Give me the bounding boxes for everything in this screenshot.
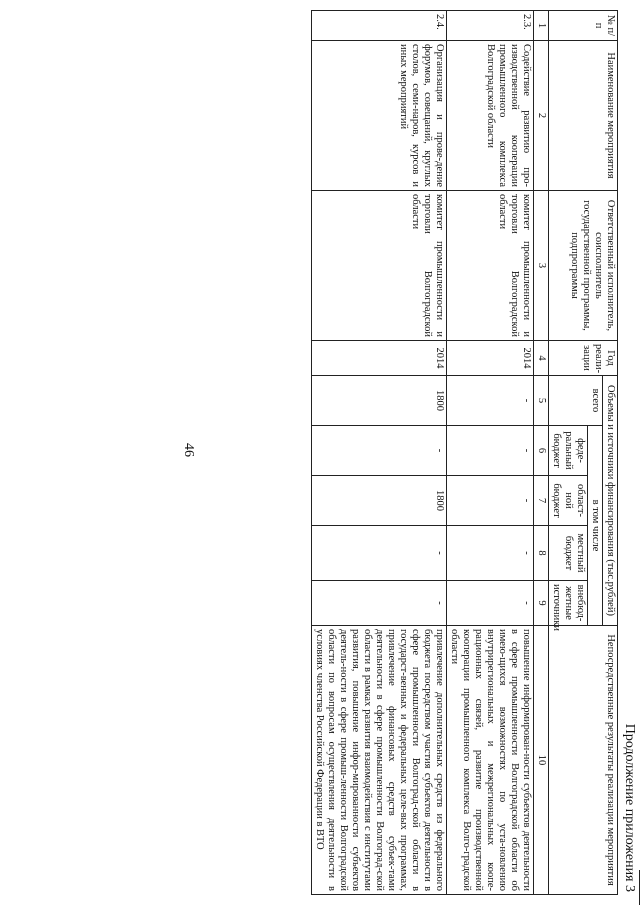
row-local: - [312,526,447,581]
row-name: Организация и прове-дение форумов, совещаний, круглых столов, семи-наров, курсов и иных мероприятий [312,41,447,191]
header-name: Наименование мероприятия [549,41,618,191]
row-local: - [447,526,534,581]
row-result: повышение информирован-ности субъектов деятельности в сфере промышленности Волгоградской области об имею-щихся возможностях по уста-новлению внутрирегиональных и межрегиональных коопе-рационных связей, развитие производственной кооперации промышленного комплекса Волго-градской области [447,626,534,895]
row-executor: комитет промышленности и торговли Волгоградской области [312,191,447,341]
row-name: Содействие развитию про-изводственной кооперации промышленного комплекса Волгоградской области [447,41,534,191]
page-number: 46 [181,443,196,457]
measures-table [311,10,618,895]
col-number: 10 [534,626,549,895]
col-number: 6 [534,426,549,476]
table-row [447,11,534,895]
header-total: всего [549,376,603,426]
row-result: привлечение дополнительных средств из федерального бюджета посредством участия субъектов деятельности в сфере промышленности Волгоград-ской области в государст-венных и федеральных целе-вых программах, привлечение финансовых средств субъек-тами деятельности в сфере промышленности Волгоград-ской области в рамках развития взаимодействия с институтами развития, повышение инфор-мированности субъектов деятель-ности в сфере промыш-ленности Волгоградской области по вопросам осуществления деятельности в условиях членства Российской Федерации в ВТО [312,626,447,895]
header-result: Непосредственные результаты реализации мероприятия [549,626,618,895]
header-local: местный бюджет [549,526,588,581]
col-number: 1 [534,11,549,41]
header-num: № п/п [549,11,618,41]
row-total: - [447,376,534,426]
header-funding: Объемы и источники финансирования (тыс.рублей) [603,376,618,626]
header-year: Год реали-зации [549,341,618,376]
col-number: 3 [534,191,549,341]
col-number: 9 [534,581,549,626]
row-fed: - [447,426,534,476]
header-incl: в том числе [588,426,603,626]
header-fed: феде-ральный бюджет [549,426,588,476]
header-extra: внебюд-жетные источники [549,581,588,626]
row-num: 2.4. [312,11,447,41]
header-reg: област-ной бюджет [549,476,588,526]
col-number: 2 [534,41,549,191]
row-total: 1800 [312,376,447,426]
row-fed: - [312,426,447,476]
header-executor: Ответственный исполнитель, соисполнитель государственной программы, подпрограммы [549,191,618,341]
col-number: 8 [534,526,549,581]
column-numbers-row [534,11,549,895]
row-extra: - [312,581,447,626]
row-year: 2014 [312,341,447,376]
col-number: 7 [534,476,549,526]
table-row [312,11,447,895]
row-num: 2.3. [447,11,534,41]
col-number: 5 [534,376,549,426]
col-number: 4 [534,341,549,376]
continuation-label: Продолжение приложения 3 [622,723,637,892]
row-reg: - [447,476,534,526]
row-year: 2014 [447,341,534,376]
row-extra: - [447,581,534,626]
row-reg: 1800 [312,476,447,526]
row-executor: комитет промышленности и торговли Волгоградской области [447,191,534,341]
